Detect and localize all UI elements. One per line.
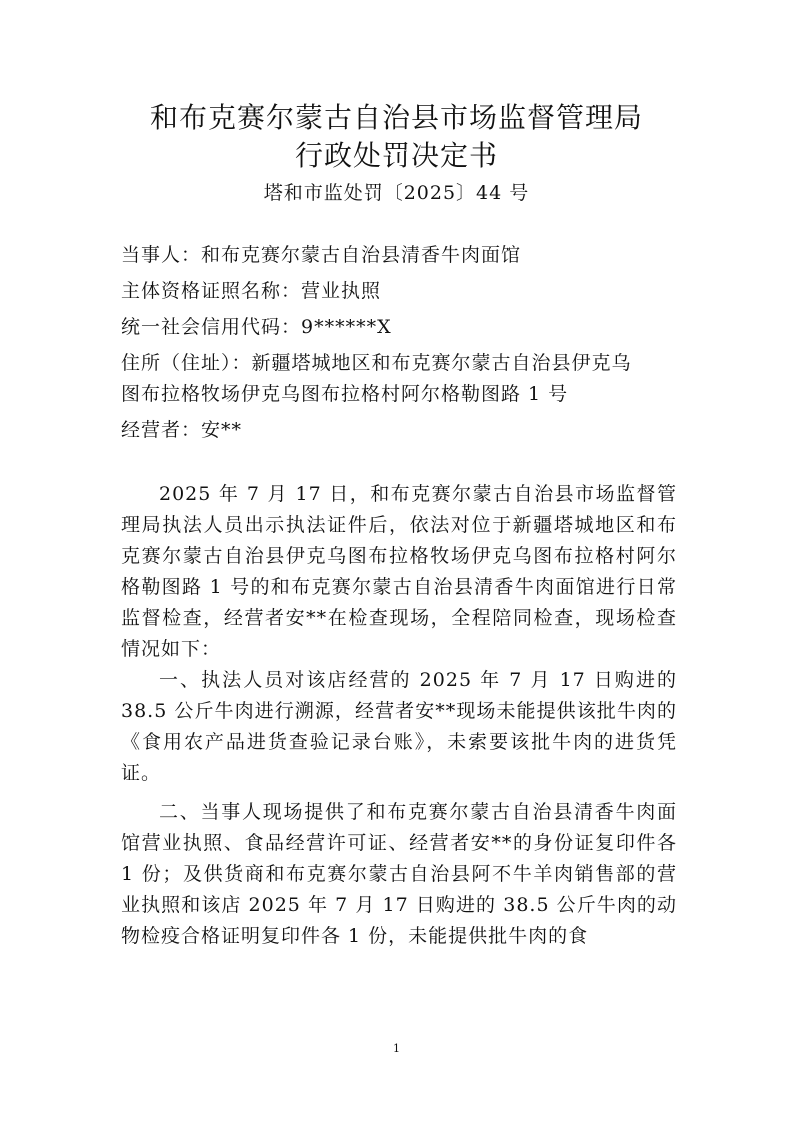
- document-subtitle: 行政处罚决定书: [294, 139, 498, 172]
- page-number: 1: [393, 1042, 400, 1055]
- document-number: 塔和市监处罚〔2025〕44 号: [263, 182, 530, 204]
- document-body: [121, 479, 677, 952]
- paragraph-finding-1: 一、执法人员对该店经营的 2025 年 7 月 17 日购进的 38.5 公斤牛肉进行溯源，经营者安**现场未能提供该批牛肉的《食用农产品进货查验记录台账》，未索要该批牛肉的进货凭证。: [121, 669, 677, 784]
- address-line-2: 图布拉格牧场伊克乌图布拉格村阿尔格勒图路 1 号: [121, 383, 569, 405]
- party-line: 当事人：和布克赛尔蒙古自治县清香牛肉面馆: [121, 244, 522, 266]
- paragraph-finding-2: 二、当事人现场提供了和布克赛尔蒙古自治县清香牛肉面馆营业执照、食品经营许可证、经营者安**的身份证复印件各 1 份；及供货商和布克赛尔蒙古自治县阿不牛羊肉销售部的营业执照和该店 2025 年 7 月 17 日购进的 38.5 公斤牛肉的动物检疫合格证明复印件各 1 份，未能提供批牛肉的食: [121, 801, 677, 947]
- paragraph-inspection: 2025 年 7 月 17 日，和布克赛尔蒙古自治县市场监督管理局执法人员出示执法证件后，依法对位于新疆塔城地区和布克赛尔蒙古自治县伊克乌图布拉格牧场伊克乌图布拉格村阿尔格勒图路 1 号的和布克赛尔蒙古自治县清香牛肉面馆进行日常监督检查，经营者安**在检查现场，全程陪同检查，现场检查情况如下：: [121, 483, 677, 660]
- credit-code-line: 统一社会信用代码：9******X: [121, 316, 392, 338]
- license-name-line: 主体资格证照名称：营业执照: [121, 280, 382, 302]
- operator-line: 经营者：安**: [121, 419, 243, 441]
- address-line-1: 住所（住址）：新疆塔城地区和布克赛尔蒙古自治县伊克乌: [121, 352, 632, 374]
- document-title: 和布克赛尔蒙古自治县市场监督管理局: [149, 101, 643, 134]
